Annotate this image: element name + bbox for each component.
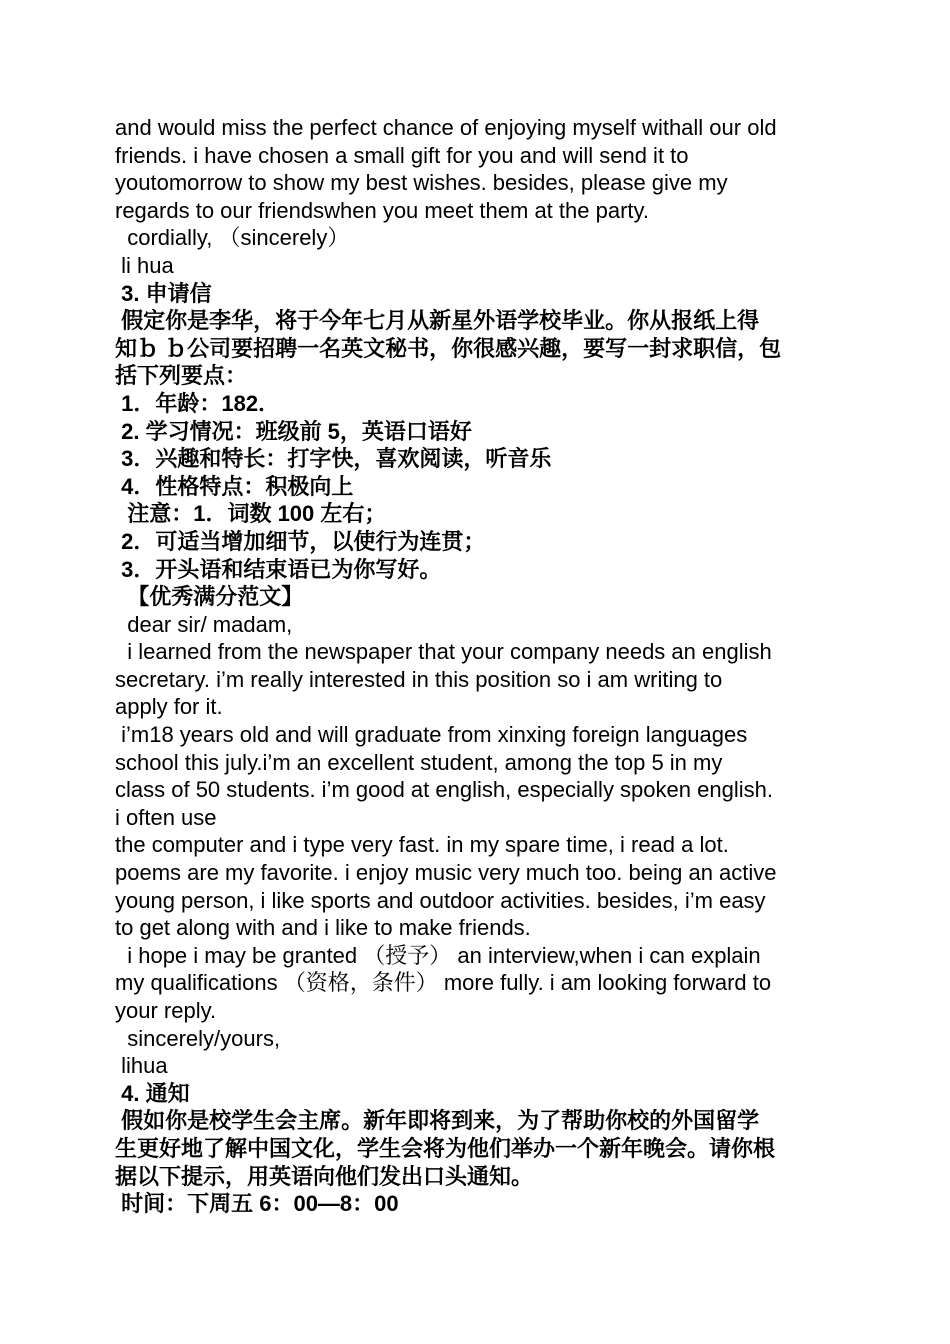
model-essay-heading: 【优秀满分范文】 xyxy=(115,584,304,610)
text-line: secretary. i’m really interested in this position so i am writing to xyxy=(115,666,723,692)
text-line: class of 50 students. i’m good at english, especially spoken english. xyxy=(115,777,773,803)
text-line: young person, i like sports and outdoor activities. besides, i’m easy xyxy=(115,887,766,913)
text-line: and would miss the perfect chance of enjoying myself withall our old xyxy=(115,115,777,140)
text-line: friends. i have chosen a small gift for you and will send it to xyxy=(115,142,689,168)
requirement-item: 4．性格特点：积极向上 xyxy=(115,473,354,499)
text-line: i’m18 years old and will graduate from xinxing foreign languages xyxy=(115,722,748,748)
task-prompt-line: 据以下提示，用英语向他们发出口头通知。 xyxy=(115,1163,534,1189)
text-line: regards to our friendswhen you meet them at the party. xyxy=(115,197,649,223)
text-line: apply for it. xyxy=(115,694,223,720)
task-prompt-line: 括下列要点： xyxy=(115,363,248,389)
text-line: my qualifications （资格，条件） more fully. i am looking forward to xyxy=(115,970,772,996)
section-heading-application-letter: 3. 申请信 xyxy=(115,280,212,306)
letter-closing: cordially, （sincerely） xyxy=(115,225,350,251)
text-line: to get along with and i like to make friends. xyxy=(115,915,531,941)
note-item: 注意：1．词数 100 左右； xyxy=(115,501,387,527)
letter-signature: lihua xyxy=(115,1053,168,1079)
text-line: the computer and i type very fast. in my spare time, i read a lot. xyxy=(115,832,729,858)
letter-closing: sincerely/yours, xyxy=(115,1025,281,1051)
note-item: 3．开头语和结束语已为你写好。 xyxy=(115,556,442,582)
task-prompt-line: 生更好地了解中国文化，学生会将为他们举办一个新年晚会。请你根 xyxy=(115,1135,776,1161)
requirement-item: 2. 学习情况：班级前 5，英语口语好 xyxy=(115,418,472,444)
letter-salutation: dear sir/ madam, xyxy=(115,611,293,637)
task-prompt-line: 假如你是校学生会主席。新年即将到来，为了帮助你校的外国留学 xyxy=(115,1108,760,1134)
task-prompt-line: 假定你是李华，将于今年七月从新星外语学校毕业。你从报纸上得 xyxy=(115,308,760,334)
event-time: 时间：下周五 6：00—8：00 xyxy=(115,1191,399,1217)
requirement-item: 1．年龄：182． xyxy=(115,390,281,416)
text-line: your reply. xyxy=(115,998,217,1023)
text-line: i hope i may be granted （授予） an interview,when i can explain xyxy=(115,942,761,968)
text-line: i often use xyxy=(115,804,217,830)
text-line: youtomorrow to show my best wishes. besides, please give my xyxy=(115,170,728,196)
document-page xyxy=(115,114,840,1218)
note-item: 2．可适当增加细节，以使行为连贯； xyxy=(115,528,486,554)
text-line: poems are my favorite. i enjoy music very much too. being an active xyxy=(115,860,777,886)
letter-signature: li hua xyxy=(115,252,174,278)
section-heading-notice: 4. 通知 xyxy=(115,1080,190,1106)
text-line: school this july.i’m an excellent student, among the top 5 in my xyxy=(115,749,723,775)
text-line: i learned from the newspaper that your company needs an english xyxy=(115,639,772,665)
task-prompt-line: 知ｂ ｂ公司要招聘一名英文秘书，你很感兴趣，要写一封求职信，包 xyxy=(115,335,782,361)
requirement-item: 3．兴趣和特长：打字快，喜欢阅读，听音乐 xyxy=(115,446,552,472)
